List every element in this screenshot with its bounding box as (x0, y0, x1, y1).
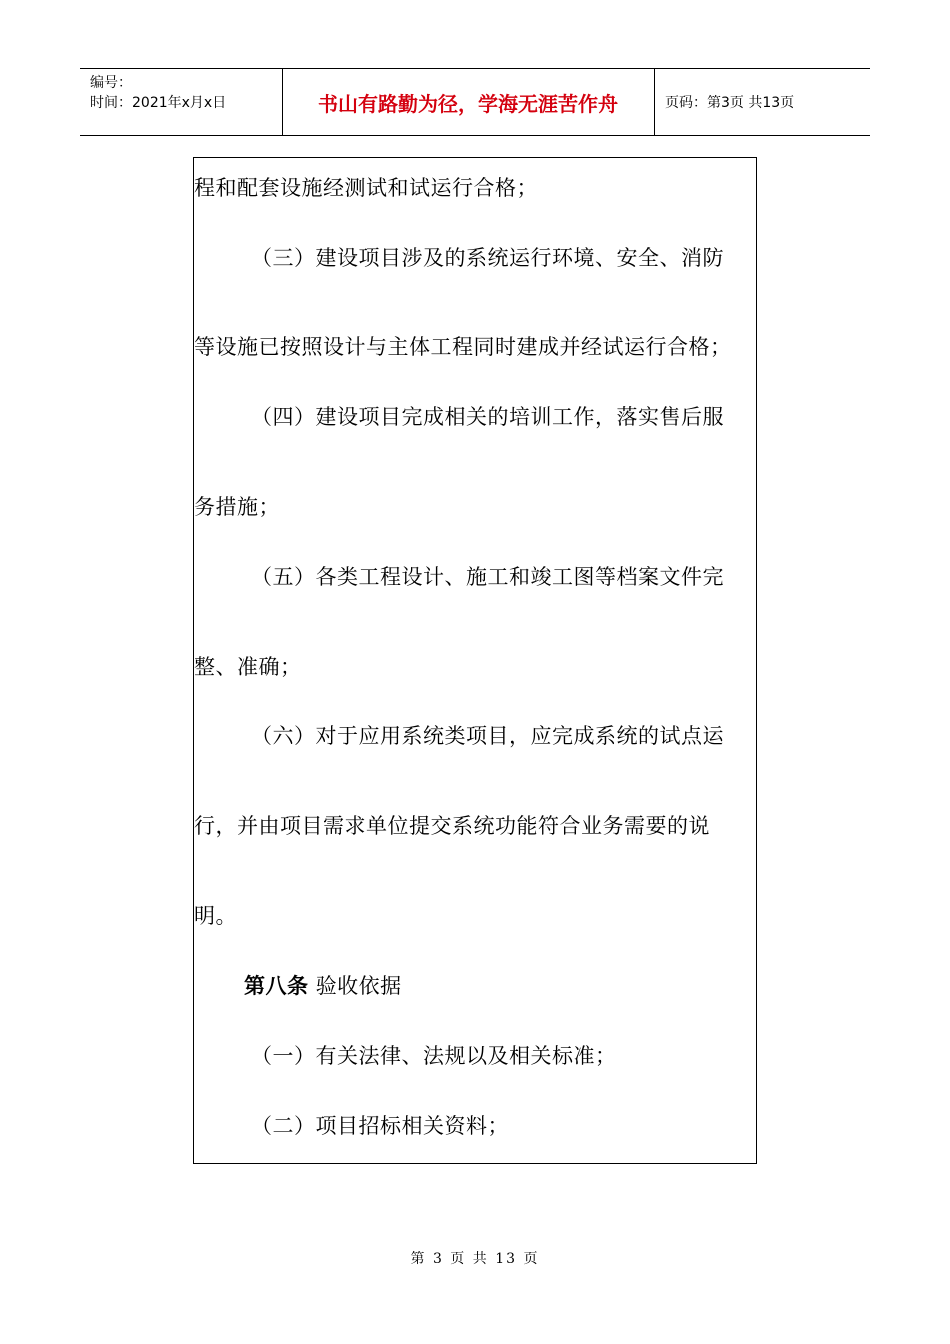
header-divider (654, 69, 655, 135)
text-line: 明。 (194, 904, 237, 928)
text-line: （三）建设项目涉及的系统运行环境、安全、消防 (251, 246, 724, 270)
text-line: （五）各类工程设计、施工和竣工图等档案文件完 (251, 565, 724, 589)
text-line: 整、准确； (194, 655, 302, 679)
article-title: 第八条 (244, 974, 309, 998)
text-line: （四）建设项目完成相关的培训工作，落实售后服 (251, 405, 724, 429)
document-header (80, 68, 870, 136)
header-meta (90, 73, 226, 113)
list-item: （一）有关法律、法规以及相关标准； (251, 1044, 617, 1068)
page-footer: 第 3 页 共 13 页 (410, 1251, 540, 1267)
article-heading (244, 973, 402, 999)
list-item: （二）项目招标相关资料； (251, 1114, 509, 1138)
text-line: 务措施； (194, 495, 280, 519)
article-subject: 验收依据 (315, 974, 402, 998)
content-box (193, 157, 757, 1164)
text-line: （六）对于应用系统类项目，应完成系统的试点运 (251, 724, 724, 748)
text-line: 行，并由项目需求单位提交系统功能符合业务需要的说 (194, 814, 710, 838)
time-label: 时间：2021年x月x日 (90, 95, 227, 111)
text-line: 等设施已按照设计与主体工程同时建成并经试运行合格； (194, 335, 732, 359)
header-motto: 书山有路勤为径，学海无涯苦作舟 (318, 91, 618, 116)
number-label: 编号： (90, 75, 132, 91)
text-line: 程和配套设施经测试和试运行合格； (194, 176, 538, 200)
header-page-info: 页码：第3页 共13页 (665, 95, 795, 111)
